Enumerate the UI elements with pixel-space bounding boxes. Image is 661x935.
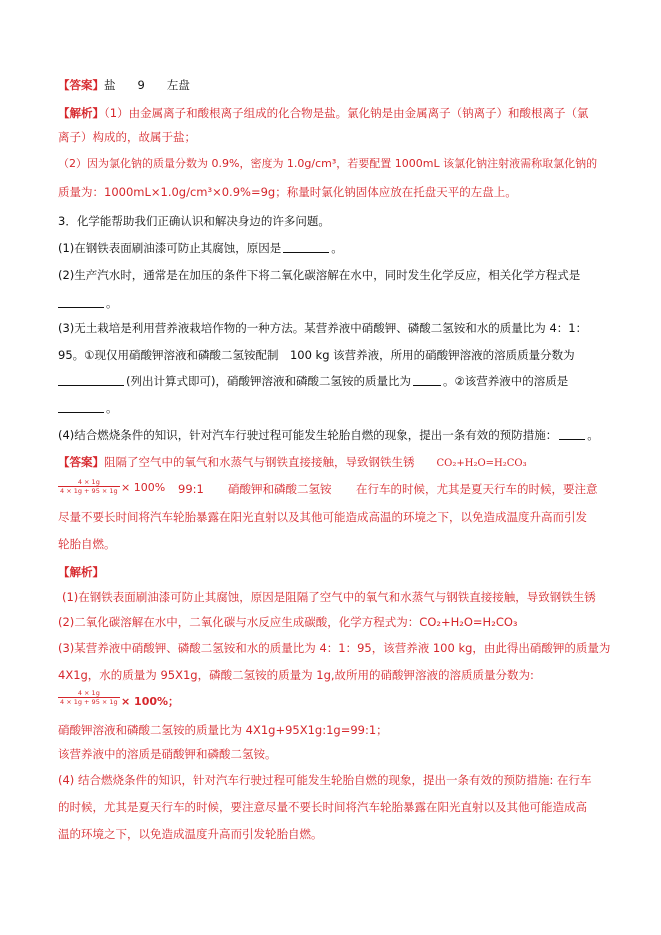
fraction-numerator: 4 × 1g — [58, 689, 120, 698]
fraction-numerator: 4 × 1g — [58, 478, 120, 487]
answer-blank[interactable] — [58, 374, 124, 386]
answer-2-line-3: 尽量不要长时间将汽车轮胎暴露在阳光直射以及其他可能造成高温的环境之下，以免造成温度升高而引发 — [58, 510, 587, 524]
answer-blank[interactable] — [559, 428, 585, 440]
analysis-tag: 【解析】 — [58, 565, 104, 579]
analysis-1-line-4: 质量为：1000mL×1.0g/cm³×0.9%=9g；称量时氯化钠固体应放在托盘天平的左盘上。 — [58, 185, 517, 199]
analysis-2-line-8: 的时候，尤其是夏天行车的时候，要注意尽量不要长时间将汽车轮胎暴露在阳光直射以及其他可能造成高 — [58, 800, 587, 814]
answer-1 — [58, 78, 190, 92]
question-3-part-4 — [58, 428, 599, 442]
question-3-part-3-line-3 — [58, 374, 568, 388]
analysis-2-line-5: 硝酸钾溶液和磷酸二氢铵的质量比为 4X1g+95X1g:1g=99:1； — [58, 723, 388, 737]
answer-blank[interactable] — [58, 296, 104, 308]
answer-part-4-start: 在行车的时候，尤其是夏天行车的时候，要注意 — [356, 482, 598, 496]
fraction-denominator: 4 × 1g + 95 × 1g — [60, 487, 118, 495]
answer-blank[interactable] — [58, 401, 104, 413]
part-3-final: 。 — [106, 401, 118, 415]
analysis-2-title — [58, 565, 104, 579]
analysis-2-line-6: 该营养液中的溶质是硝酸钾和磷酸二氢铵。 — [58, 747, 277, 761]
part-3-mid: (列出计算式即可)，硝酸钾溶液和磷酸二氢铵的质量比为 — [126, 374, 411, 388]
part-2-end: 。 — [106, 296, 118, 310]
analysis-1-line-3: （2）因为氯化钠的质量分数为 0.9%，密度为 1.0g/cm³，若要配置 1000mL 该氯化钠注射液需称取氯化钠的 — [58, 157, 598, 170]
analysis-2-line-3: (3)某营养液中硝酸钾、磷酸二氢铵和水的质量比为 4：1：95，该营养液 100 kg，由此得出硝酸钾的质量为 — [58, 641, 611, 655]
question-3-part-2: (2)生产汽水时，通常是在加压的条件下将二氧化碳溶解在水中，同时发生化学反应，相关化学方程式是 — [58, 268, 581, 282]
answer-2-fraction — [58, 478, 120, 495]
question-3-part-3-line-1: (3)无土栽培是利用营养液栽培作物的一种方法。某营养液中硝酸钾、磷酸二氢铵和水的质量比为 4：1： — [58, 321, 588, 335]
answer-solutes: 硝酸钾和磷酸二氢铵 — [228, 482, 332, 496]
question-3-part-2-blank — [58, 296, 118, 310]
answer-part-1: 阻隔了空气中的氧气和水蒸气与钢铁直接接触，导致钢铁生锈 — [104, 455, 415, 469]
analysis-2-line-9: 温的环境之下，以免造成温度升高而引发轮胎自燃。 — [58, 827, 323, 841]
answer-value-1: 盐 — [104, 78, 116, 92]
answer-tag: 【答案】 — [58, 455, 104, 469]
analysis-2-line-4: 4X1g，水的质量为 95X1g，磷酸二氢铵的质量为 1g,故所用的硝酸钾溶液的溶质质量分数为: — [58, 668, 534, 682]
analysis-1-line-2: 离子）构成的，故属于盐； — [58, 130, 196, 144]
analysis-tag: 【解析】 — [58, 106, 104, 120]
analysis-1-line-1 — [58, 106, 589, 120]
analysis-2-fraction — [58, 689, 120, 706]
part-3-end: 。②该营养液中的溶质是 — [442, 374, 569, 388]
answer-ratio: 99:1 — [178, 482, 204, 496]
answer-tag: 【答案】 — [58, 78, 104, 92]
question-3-title: 3．化学能帮助我们正确认识和解决身边的许多问题。 — [58, 214, 330, 228]
part-1-text: (1)在钢铁表面刷油漆可防止其腐蚀，原因是 — [58, 241, 282, 255]
answer-blank[interactable] — [413, 374, 441, 386]
question-3-part-3-line-4 — [58, 401, 118, 415]
question-3-part-1 — [58, 241, 343, 255]
part-4-text: (4)结合燃烧条件的知识，针对汽车行驶过程可能发生轮胎自燃的现象，提出一条有效的预防措施： — [58, 428, 558, 442]
question-3-part-3-line-2: 95。①现仅用硝酸钾溶液和磷酸二氢铵配制 100 kg 该营养液，所用的硝酸钾溶液的溶质质量分数为 — [58, 348, 575, 362]
answer-value-2: 9 — [137, 78, 145, 92]
answer-2-line-1 — [58, 455, 527, 471]
analysis-text: （1）由金属离子和酸根离子组成的化合物是盐。氯化钠是由金属离子（钠离子）和酸根离子（氯 — [104, 106, 589, 120]
fraction-denominator: 4 × 1g + 95 × 1g — [60, 698, 118, 706]
analysis-2-line-1: (1)在钢铁表面刷油漆可防止其腐蚀，原因是阻隔了空气中的氧气和水蒸气与钢铁直接接触，导致钢铁生锈 — [62, 590, 596, 604]
fraction-suffix: × 100%； — [121, 695, 180, 708]
part-4-end: 。 — [587, 428, 599, 442]
answer-blank[interactable] — [283, 241, 329, 253]
answer-value-3: 左盘 — [166, 78, 190, 92]
part-1-end: 。 — [331, 241, 343, 255]
fraction-suffix: × 100% — [121, 481, 166, 494]
analysis-2-line-7: (4) 结合燃烧条件的知识，针对汽车行驶过程可能发生轮胎自燃的现象，提出一条有效的预防措施: 在行车 — [58, 773, 592, 787]
analysis-2-line-2: (2)二氧化碳溶解在水中，二氧化碳与水反应生成碳酸，化学方程式为：CO₂+H₂O=H₂CO₃ — [58, 615, 518, 629]
answer-part-2: CO₂+H₂O=H₂CO₃ — [436, 458, 527, 469]
answer-2-line-4: 轮胎自燃。 — [58, 537, 116, 551]
